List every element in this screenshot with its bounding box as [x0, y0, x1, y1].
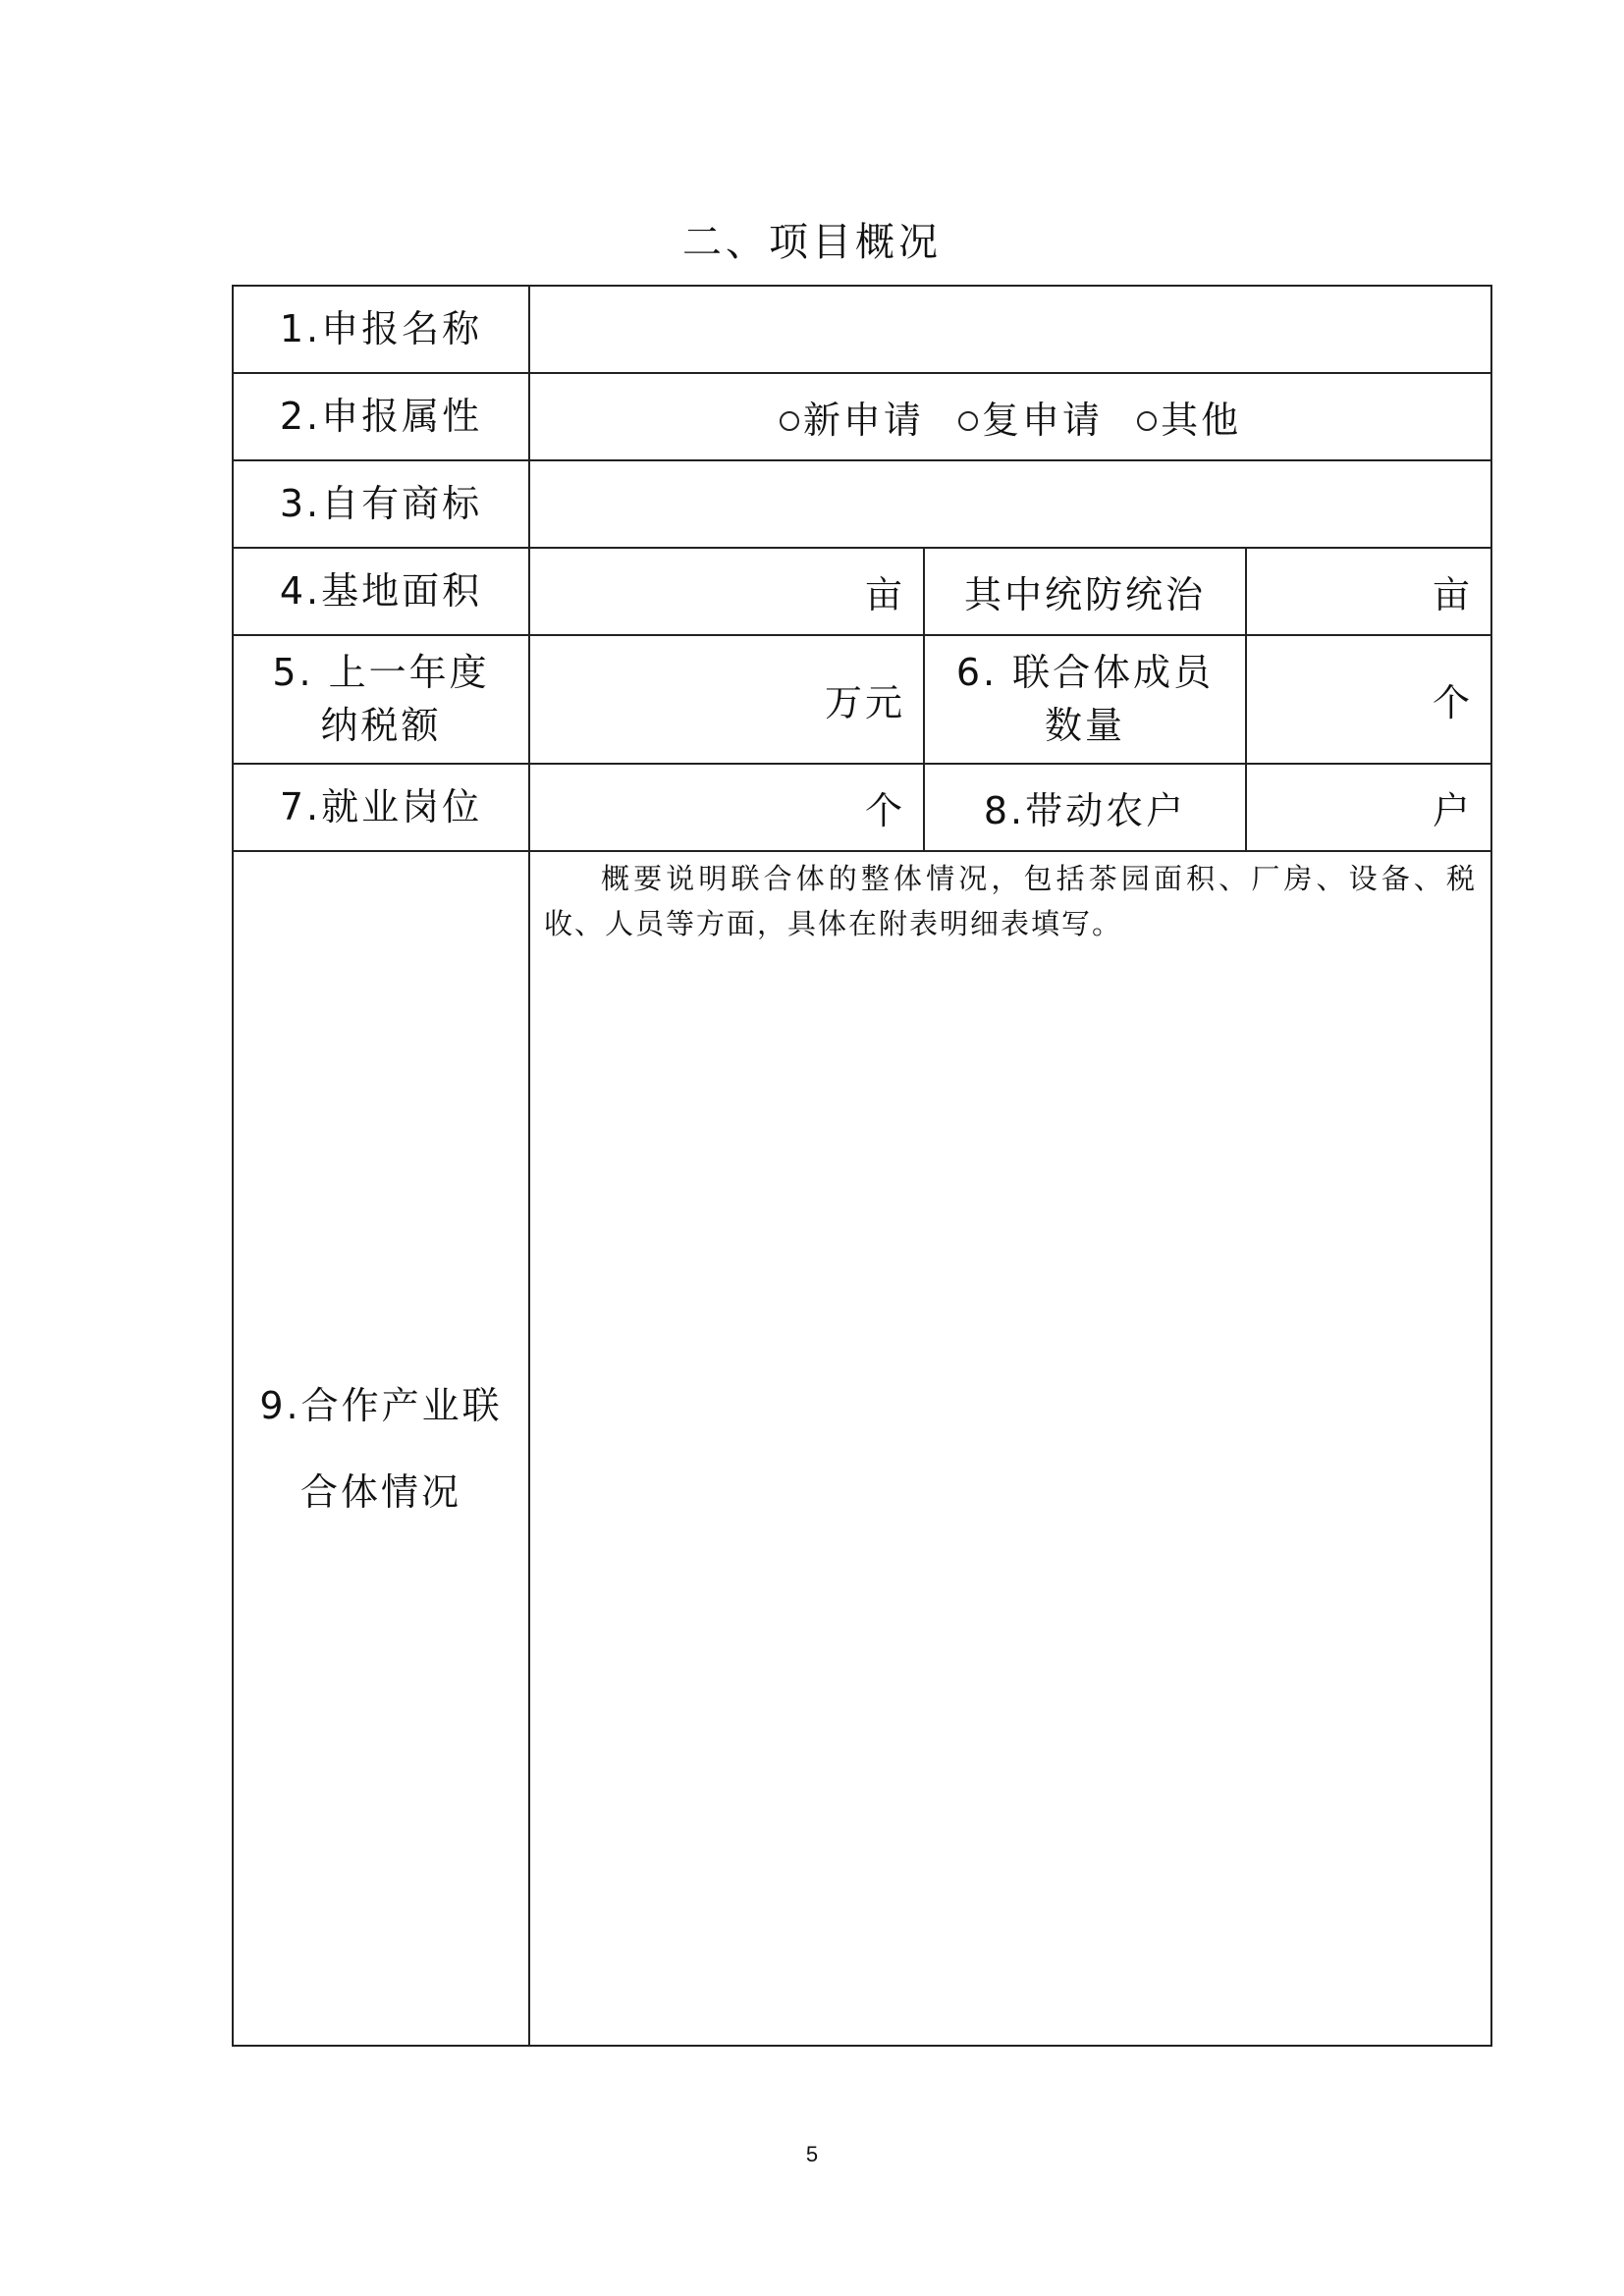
declaration-attribute-label: 2.申报属性	[233, 373, 529, 460]
base-area-field[interactable]	[529, 548, 924, 635]
base-area-label: 4.基地面积	[233, 548, 529, 635]
unified-control-label: 其中统防统治	[924, 548, 1246, 635]
label-line: 5. 上一年度	[272, 651, 490, 695]
label-line: 合体情况	[299, 1469, 461, 1514]
consortium-situation-label	[233, 851, 529, 2046]
own-trademark-field[interactable]	[529, 460, 1491, 548]
option-label: 复申请	[982, 399, 1104, 442]
declaration-name-label: 1.申报名称	[233, 286, 529, 373]
own-trademark-label: 3.自有商标	[233, 460, 529, 548]
jobs-unit: 个	[864, 789, 905, 832]
jobs-label: 7.就业岗位	[233, 764, 529, 851]
farmers-field[interactable]	[1246, 764, 1491, 851]
page-title: 二、项目概况	[682, 220, 942, 265]
radio-circle-icon	[1137, 411, 1157, 431]
row-base-area	[233, 548, 1491, 635]
label-line: 数量	[1044, 703, 1125, 747]
row-consortium-situation	[233, 851, 1491, 2046]
row-jobs-and-farmers	[233, 764, 1491, 851]
option-new-application[interactable]	[780, 390, 924, 444]
consortium-situation-field[interactable]	[529, 851, 1491, 2046]
unified-control-field[interactable]	[1246, 548, 1491, 635]
member-count-label	[924, 635, 1246, 764]
declaration-attribute-options	[529, 373, 1491, 460]
farmers-label: 8.带动农户	[924, 764, 1246, 851]
label-line: 纳税额	[320, 703, 442, 747]
row-own-trademark	[233, 460, 1491, 548]
option-label: 新申请	[802, 399, 924, 442]
label-line: 9.合作产业联	[259, 1383, 503, 1427]
member-count-field[interactable]	[1246, 635, 1491, 764]
radio-circle-icon	[780, 411, 799, 431]
option-label: 其他	[1161, 399, 1242, 442]
project-overview-table	[232, 285, 1492, 2047]
radio-circle-icon	[958, 411, 978, 431]
jobs-field[interactable]	[529, 764, 924, 851]
row-declaration-name	[233, 286, 1491, 373]
row-declaration-attribute	[233, 373, 1491, 460]
row-tax-and-members	[233, 635, 1491, 764]
tax-unit: 万元	[824, 681, 905, 724]
consortium-description: 概要说明联合体的整体情况，包括茶园面积、厂房、设备、税收、人员等方面，具体在附表明细表填写。	[544, 862, 1478, 940]
last-year-tax-field[interactable]	[529, 635, 924, 764]
member-unit: 个	[1433, 681, 1474, 724]
option-other[interactable]	[1137, 390, 1241, 444]
page-number: 5	[805, 2142, 819, 2166]
base-area-unit: 亩	[864, 573, 905, 616]
last-year-tax-label	[233, 635, 529, 764]
label-line: 6. 联合体成员	[955, 651, 1215, 695]
farmers-unit: 户	[1433, 789, 1474, 832]
unified-control-unit: 亩	[1433, 573, 1474, 616]
declaration-name-field[interactable]	[529, 286, 1491, 373]
option-re-application[interactable]	[958, 390, 1103, 444]
